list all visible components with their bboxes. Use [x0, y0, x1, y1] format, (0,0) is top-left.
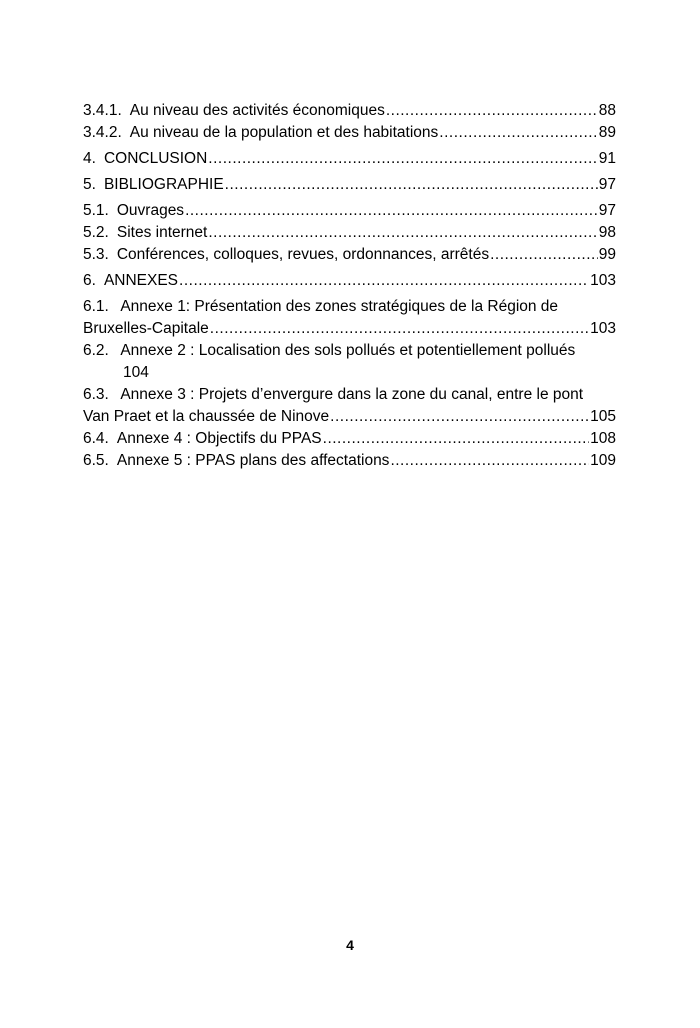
- toc-entry-title: Annexe 4 : Objectifs du PPAS: [116, 430, 322, 447]
- toc-entry-3-4-2[interactable]: [83, 122, 616, 144]
- toc-entry-page: 103: [590, 320, 616, 337]
- toc-entry-number: 6.1.: [83, 298, 109, 315]
- toc-entry-page: 89: [598, 124, 616, 141]
- dot-leader: [323, 428, 589, 450]
- dot-leader: [185, 200, 598, 222]
- toc-entry-number: 6.: [83, 272, 96, 289]
- dot-leader: [225, 174, 598, 196]
- toc-entry-title-continued: Bruxelles-Capitale: [83, 320, 209, 337]
- toc-entry-number: 6.5.: [83, 452, 109, 469]
- dot-leader: [208, 148, 597, 170]
- toc-entry-6[interactable]: [83, 270, 616, 292]
- toc-entry-number: 6.2.: [83, 342, 109, 359]
- toc-entry-page: 99: [598, 246, 616, 263]
- toc-entry-title: Annexe 2 : Localisation des sols pollués et potentiellement pollués: [120, 342, 576, 359]
- toc-entry-title: BIBLIOGRAPHIE: [103, 176, 224, 193]
- page-number: 4: [346, 937, 354, 953]
- toc-entry-number: 3.4.2.: [83, 124, 122, 141]
- toc-entry-4[interactable]: [83, 148, 616, 170]
- toc-entry-number: 3.4.1.: [83, 102, 122, 119]
- toc-entry-6-2[interactable]: [83, 340, 616, 384]
- dot-leader: [390, 450, 589, 472]
- toc-entry-6-4[interactable]: [83, 428, 616, 450]
- dot-leader: [330, 406, 589, 428]
- toc-entry-title: Au niveau des activités économiques: [129, 102, 385, 119]
- toc-entry-number: 5.: [83, 176, 96, 193]
- toc-entry-page: 98: [598, 224, 616, 241]
- toc-entry-page: 109: [590, 452, 616, 469]
- dot-leader: [208, 222, 597, 244]
- dot-leader: [210, 318, 589, 340]
- toc-entry-page: 108: [590, 430, 616, 447]
- toc-entry-6-5[interactable]: [83, 450, 616, 472]
- toc-entry-5-1[interactable]: [83, 200, 616, 222]
- dot-leader: [386, 100, 598, 122]
- toc-entry-title: ANNEXES: [103, 272, 179, 289]
- toc-entry-6-3[interactable]: [83, 384, 616, 428]
- dot-leader: [179, 270, 589, 292]
- toc-entry-5[interactable]: [83, 174, 616, 196]
- toc-entry-number: 5.2.: [83, 224, 109, 241]
- toc-entry-title: Au niveau de la population et des habitations: [129, 124, 439, 141]
- toc-entry-6-1[interactable]: [83, 296, 616, 340]
- toc-entry-5-2[interactable]: [83, 222, 616, 244]
- toc-entry-title: Sites internet: [116, 224, 208, 241]
- toc-entry-page: 88: [598, 102, 616, 119]
- toc-entry-title: Annexe 1: Présentation des zones stratégiques de la Région de: [120, 298, 559, 315]
- toc-entry-page: 97: [598, 176, 616, 193]
- toc-entry-page: 91: [598, 150, 616, 167]
- toc-entry-title-continued: Van Praet et la chaussée de Ninove: [83, 408, 330, 425]
- toc-entry-number: 5.1.: [83, 202, 109, 219]
- toc-entry-number: 5.3.: [83, 246, 109, 263]
- toc-entry-title: Annexe 5 : PPAS plans des affectations: [116, 452, 390, 469]
- toc-entry-title: CONCLUSION: [103, 150, 208, 167]
- toc-entry-number: 6.4.: [83, 430, 109, 447]
- dot-leader: [490, 244, 598, 266]
- toc-entry-title: Conférences, colloques, revues, ordonnances, arrêtés: [116, 246, 490, 263]
- toc-entry-page: 105: [590, 408, 616, 425]
- table-of-contents: [83, 100, 616, 472]
- toc-entry-page: 97: [598, 202, 616, 219]
- toc-entry-number: 4.: [83, 150, 96, 167]
- toc-entry-5-3[interactable]: [83, 244, 616, 266]
- toc-entry-title: Annexe 3 : Projets d’envergure dans la zone du canal, entre le pont: [120, 386, 584, 403]
- toc-entry-title: Ouvrages: [116, 202, 185, 219]
- dot-leader: [439, 122, 597, 144]
- toc-entry-page: 104: [123, 364, 149, 381]
- toc-entry-number: 6.3.: [83, 386, 109, 403]
- toc-entry-3-4-1[interactable]: [83, 100, 616, 122]
- toc-entry-page: 103: [590, 272, 616, 289]
